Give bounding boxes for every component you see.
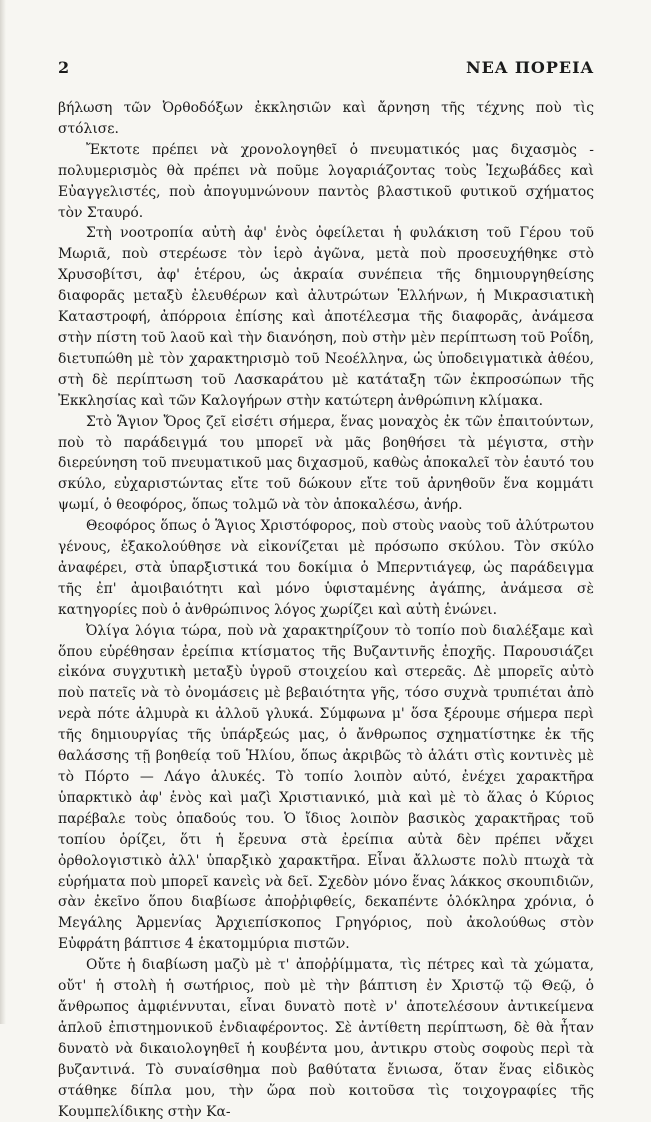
scan-edge-shadow: [0, 0, 6, 1024]
page-number: 2: [58, 58, 70, 77]
paragraph: Θεοφόρος ὅπως ὁ Ἅγιος Χριστόφορος, ποὺ στοὺς ναοὺς τοῦ ἀλύτρωτου γένους, ἐξακολούθησε νὰ εἰκονίζεται μὲ πρόσωπο σκύλου. Τὸν σκύλο ἀναφέρει, στὰ ὑπαρξιστικά του δοκίμια ὁ Μπερντιάγεφ, ὡς παράδειγμα τῆς ἐπ' ἀμοιβαιότητι καὶ μόνο ὑφισταμένης ἀγάπης, ἀνάμεσα σὲ κατηγορίες ποὺ ὁ ἀνθρώπινος λόγος χωρίζει καὶ αὐτὴ ἑνώνει.: [58, 518, 594, 618]
paragraph: Ὀλίγα λόγια τώρα, ποὺ νὰ χαρακτηρίζουν τὸ τοπίο ποὺ διαλέξαμε καὶ ὅπου εὑρέθησαν ἐρείπια κτίσματος τῆς Βυζαντινῆς ἐποχῆς. Παρουσιάζει εἰκόνα συγχυτικὴ μεταξὺ ὑγροῦ στοιχείου καὶ στερεᾶς. Δὲ μπορεῖς αὐτὸ ποὺ πατεῖς νὰ τὸ ὀνομάσεις μὲ βεβαιότητα γῆς, τόσο συχνὰ τρυπιέται ἀπὸ νερὰ πότε ἁλμυρὰ κι ἀλλοῦ γλυκά. Σύμφωνα μ' ὅσα ξέρουμε σήμερα περὶ τῆς δημιουργίας τῆς ὑπάρξεώς μας, ὁ ἄνθρωπος σχηματίστηκε ἐκ τῆς θαλάσσης τῇ βοηθείᾳ τοῦ Ἡλίου, ὅπως ἀκριβῶς τὸ ἁλάτι στὶς κοντινὲς μὲ τὸ Πόρτο — Λάγο ἁλυκές. Τὸ τοπίο λοιπὸν αὐτό, ἐνέχει χαρακτῆρα ὑπαρκτικὸ ἀφ' ἑνὸς καὶ μαζὶ Χριστιανικό, μιὰ καὶ μὲ τὸ ἅλας ὁ Κύριος παρέβαλε τοὺς ὀπαδούς του. Ὁ ἴδιος λοιπὸν βασικὸς χαρακτῆρας τοῦ τοπίου ὁρίζει, ὅτι ἡ ἔρευνα στὰ ἐρείπια αὐτὰ δὲν πρέπει νἄχει ὀρθολογιστικὸ ἀλλ' ὑπαρξικὸ χαρακτῆρα. Εἶναι ἄλλωστε πολὺ πτωχὰ τὰ εὑρήματα ποὺ μπορεῖ κανεὶς νὰ δεῖ. Σχεδὸν μόνο ἕνας λάκκος σκουπιδιῶν, σὰν ἐκεῖνο ὅπου διαβίωσε ἀποῤῥιφθείς, δεκαπέντε ὁλόκληρα χρόνια, ὁ Μεγάλης Ἀρμενίας Ἀρχιεπίσκοπος Γρηγόριος, ποὺ ἀκολούθως στὸν Εὐφράτη βάπτισε 4 ἑκατομμύρια πιστῶν.: [58, 622, 594, 953]
page-header: [58, 58, 594, 80]
body-text: [58, 98, 594, 1122]
running-title: ΝΕΑ ΠΟΡΕΙΑ: [466, 58, 594, 77]
paragraph: Στὴ νοοτροπία αὐτὴ ἀφ' ἑνὸς ὀφείλεται ἡ φυλάκιση τοῦ Γέρου τοῦ Μωριᾶ, ποὺ στερέωσε τὸν ἱερὸ ἀγῶνα, μετὰ ποὺ προσευχήθηκε στὸ Χρυσοβίτσι, ἀφ' ἑτέρου, ὡς ἀκραία συνέπεια τῆς δημιουργηθείσης διαφορᾶς μεταξὺ ἐλευθέρων καὶ ἀλυτρώτων Ἑλλήνων, ἡ Μικρασιατικὴ Καταστροφή, ἀπόρροια ἐπίσης καὶ ἀποτέλεσμα τῆς διαφορᾶς, ἀνάμεσα στὴν πίστη τοῦ λαοῦ καὶ τὴν διανόηση, ποὺ στὴν μὲν περίπτωση τοῦ Ροΐδη, διετυπώθη μὲ τὸν χαρακτηρισμὸ τοῦ Νεοέλληνα, ὡς ὑποδειγματικὰ ἀθέου, στὴ δὲ περίπτωση τοῦ Λασκαράτου μὲ κατάταξη τῶν ἐκπροσώπων τῆς Ἐκκλησίας καὶ τῶν Καλογήρων στὴν κατώτερη ἀνθρώπινη κλίμακα.: [58, 225, 594, 409]
paragraph: Στὸ Ἅγιον Ὄρος ζεῖ εἰσέτι σήμερα, ἕνας μοναχὸς ἐκ τῶν ἐπαιτούντων, ποὺ τὸ παράδειγμά του μπορεῖ νὰ μᾶς βοηθήσει τὰ μέγιστα, στὴν διερεύνηση τοῦ πνευματικοῦ μας διχασμοῦ, καθὼς ἀποκαλεῖ τὸν ἑαυτό του σκύλο, εὐχαριστώντας εἴτε τοῦ δώκουν εἴτε τοῦ ἀρνηθοῦν ἕνα κομμάτι ψωμί, ὁ θεοφόρος, ὅπως τολμῶ νὰ τὸν ἀποκαλέσω, ἀνήρ.: [58, 413, 594, 514]
paragraph: βήλωση τῶν Ὀρθοδόξων ἐκκλησιῶν καὶ ἄρνηση τῆς τέχνης ποὺ τὶς στόλισε.: [58, 100, 594, 137]
paragraph: Οὔτε ἡ διαβίωση μαζὺ μὲ τ' ἀποῤῥίμματα, τὶς πέτρες καὶ τὰ χώματα, οὔτ' ἡ στολὴ ἡ σωτήριος, ποὺ μὲ τὴν βάπτιση ἐν Χριστῷ τῷ Θεῷ, ὁ ἄνθρωπος ἀμφιέννυται, εἶναι δυνατὸ ποτὲ ν' ἀποτελέσουν ἀντικείμενα ἁπλοῦ ἐπιστημονικοῦ ἐνδιαφέροντος. Σὲ ἀντίθετη περίπτωση, δὲ θὰ ἦταν δυνατὸ νὰ δικαιολογηθεῖ ἡ κουβέντα μου, ἀντικρυ στοὺς σοφοὺς περὶ τὰ βυζαντινά. Τὸ συναίσθημα ποὺ βαθύτατα ἔνιωσα, ὅταν ἕνας εἰδικὸς στάθηκε δίπλα μου, τὴν ὥρα ποὺ κοιτοῦσα τὶς τοιχογραφίες τῆς Κουμπελίδικης στὴν Κα-: [58, 957, 594, 1120]
paragraph: Ἔκτοτε πρέπει νὰ χρονολογηθεῖ ὁ πνευματικός μας διχασμὸς - πολυμερισμὸς θὰ πρέπει νὰ ποῦμε λογαριάζοντας τοὺς Ἰεχωβάδες καὶ Εὐαγγελιστές, ποὺ ἀπογυμνώνουν παντὸς βλαστικοῦ φυτικοῦ σχήματος τὸν Σταυρό.: [58, 141, 594, 221]
